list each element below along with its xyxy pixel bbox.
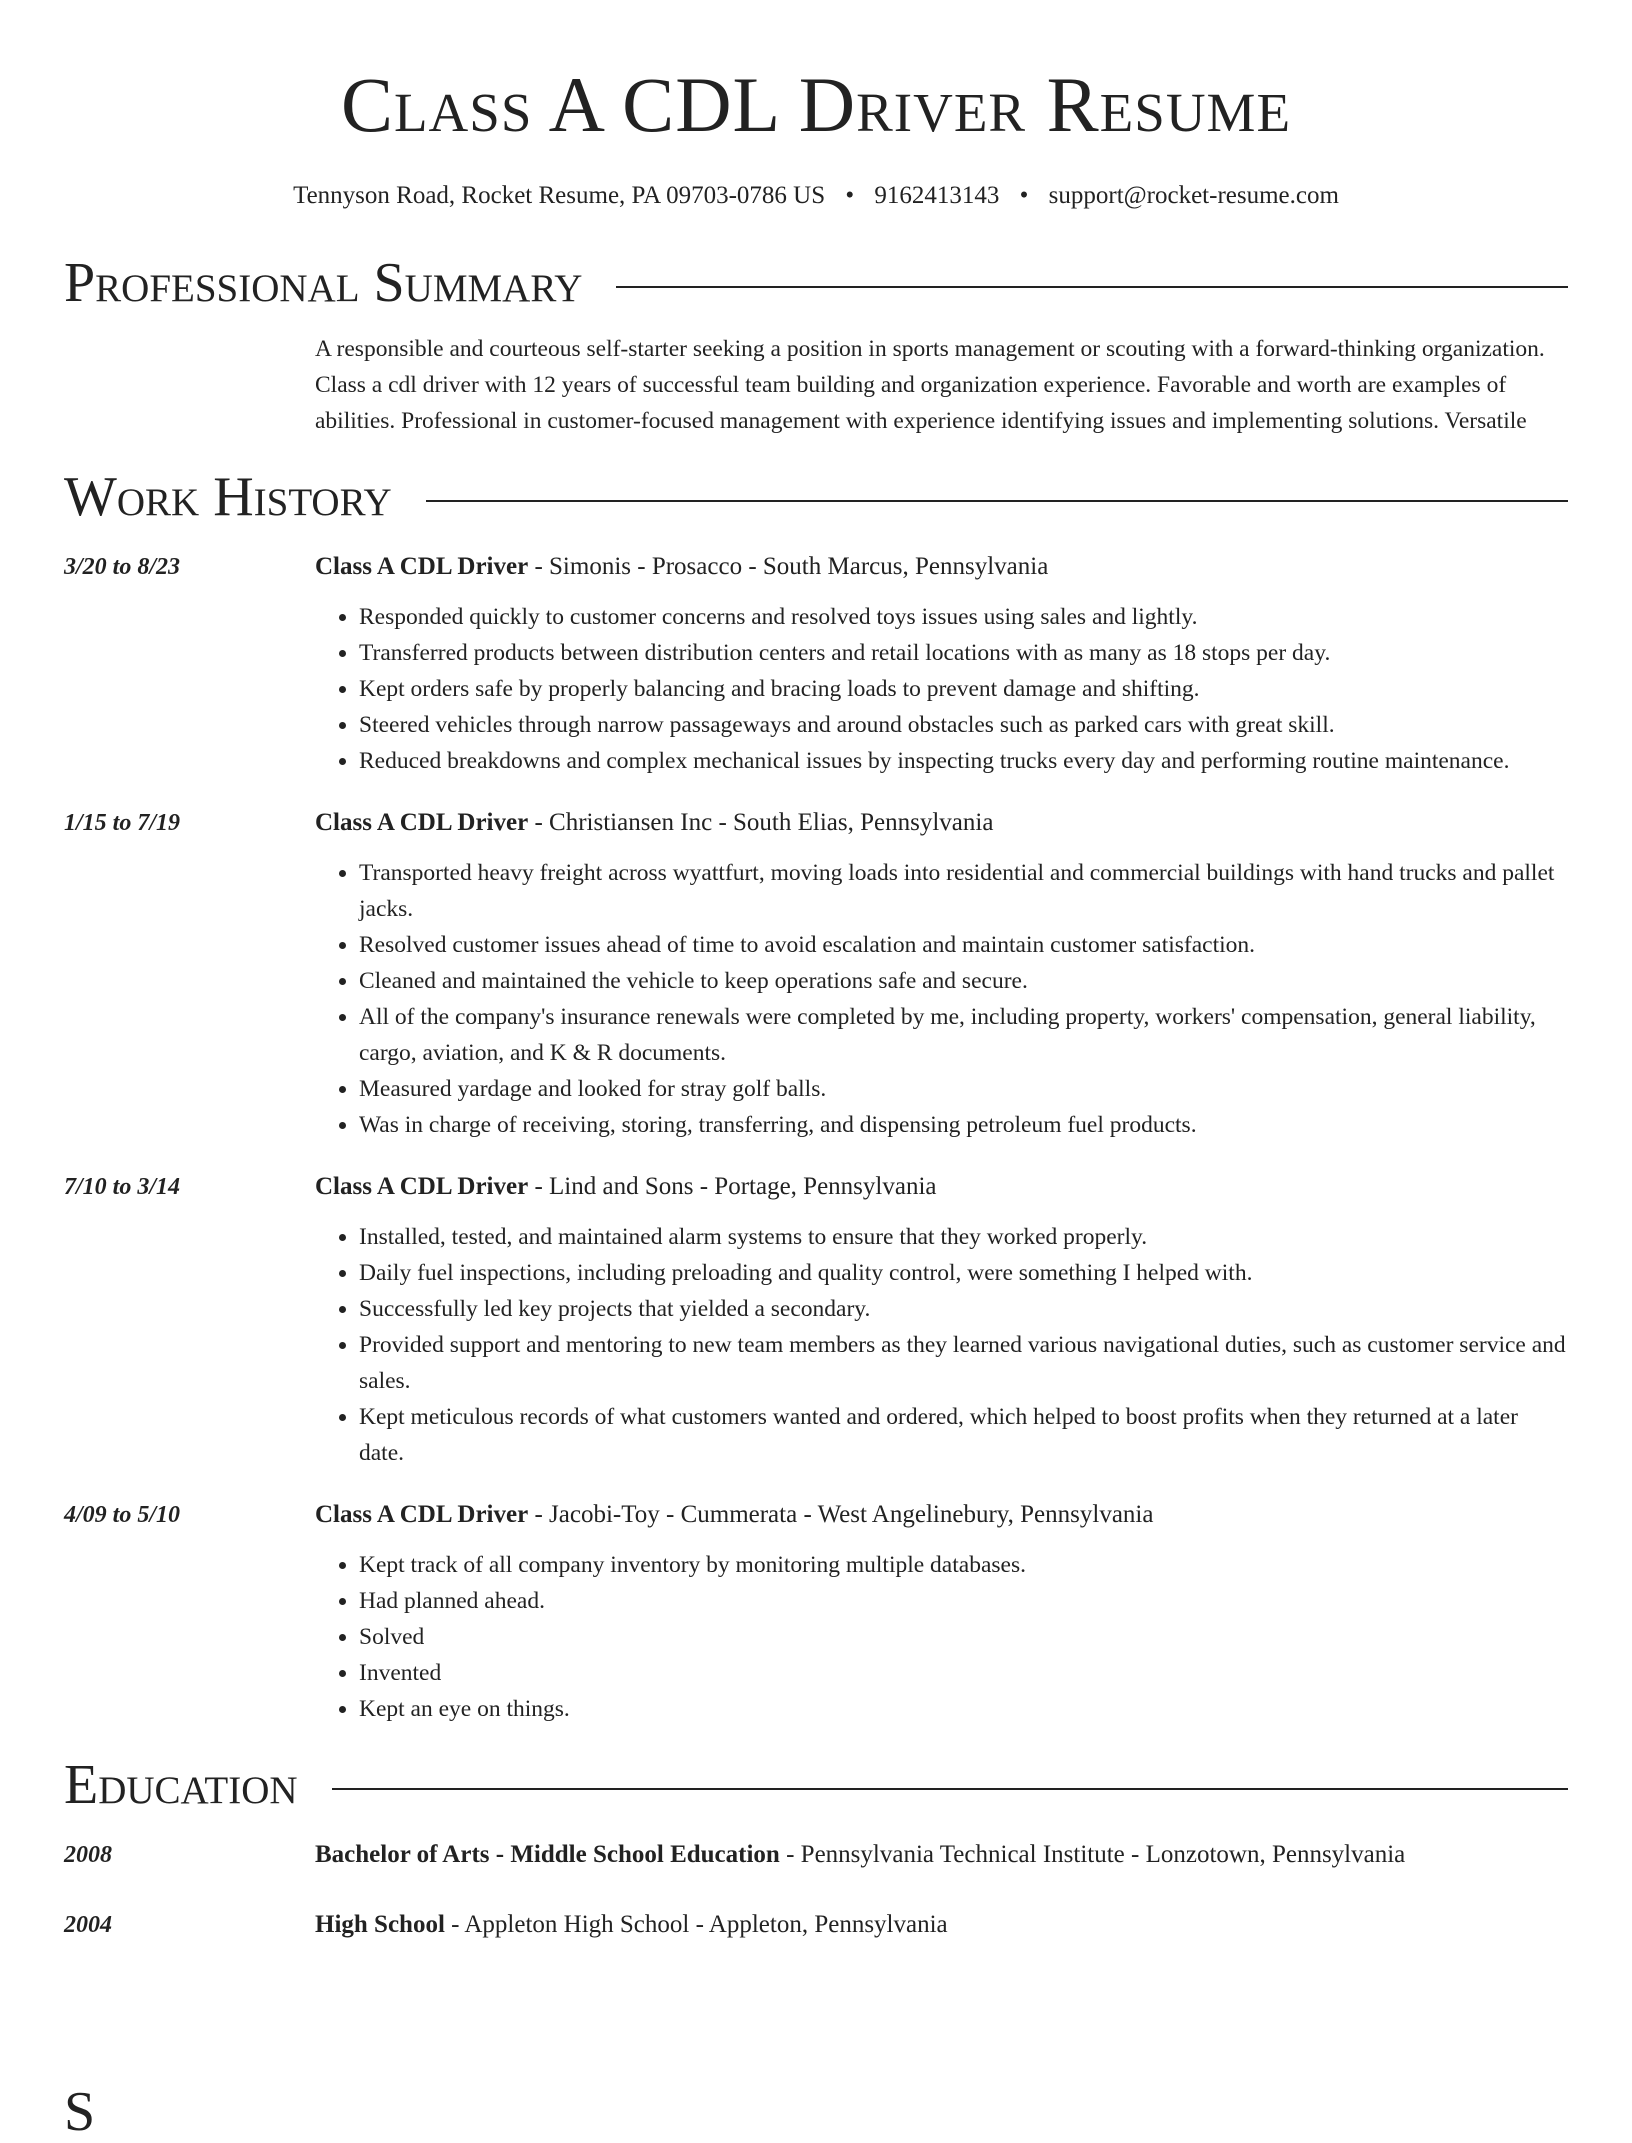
job-bullet: • Kept an eye on things. <box>359 1691 1568 1727</box>
education-section-header <box>64 1755 1568 1815</box>
job-bullet: • Measured yardage and looked for stray golf balls. <box>359 1071 1568 1107</box>
education-year: 2004 <box>64 1912 112 1938</box>
job-bullet: • All of the company's insurance renewals were completed by me, including property, workers' compensation, general liability, cargo, aviation, and K & R documents. <box>359 999 1568 1071</box>
job-bullet: • Successfully led key projects that yielded a secondary. <box>359 1291 1568 1327</box>
job-header <box>315 549 1568 585</box>
job-details <box>315 805 1568 1143</box>
job-dates: 4/09 to 5/10 <box>64 1502 181 1528</box>
contact-email: support@rocket-resume.com <box>1048 182 1339 209</box>
job-details <box>315 549 1568 779</box>
job-bullet: • Resolved customer issues ahead of time to avoid escalation and maintain customer satisfaction. <box>359 927 1568 963</box>
job-entry <box>64 805 1568 1143</box>
contact-line <box>64 179 1568 213</box>
education-year: 2008 <box>64 1842 112 1868</box>
summary-text: A responsible and courteous self-starter seeking a position in sports management or scouting with a forward-thinking organization. Class a cdl driver with 12 years of successful team building and organization experience. Favorable and worth are examples of abilities. Professional in customer-focused management with experience identifying issues and implementing solutions. Versatile <box>315 336 1545 434</box>
job-bullet: • Daily fuel inspections, including preloading and quality control, were something I helped with. <box>359 1255 1568 1291</box>
contact-phone: 9162413143 <box>874 182 1000 209</box>
education-school: - Pennsylvania Technical Institute - Lonzotown, Pennsylvania <box>779 1841 1406 1868</box>
education-school: - Appleton High School - Appleton, Pennsylvania <box>444 1911 948 1938</box>
job-header <box>315 805 1568 841</box>
section-divider <box>616 286 1568 288</box>
job-bullet: • Kept orders safe by properly balancing and bracing loads to prevent damage and shifting. <box>359 671 1568 707</box>
job-bullets <box>315 855 1568 1143</box>
education-heading: Education <box>64 1754 298 1816</box>
work-history-list <box>64 549 1568 1727</box>
education-details <box>315 1907 948 1943</box>
job-header <box>315 1497 1568 1533</box>
job-details <box>315 1497 1568 1727</box>
job-bullet: • Was in charge of receiving, storing, transferring, and dispensing petroleum fuel products. <box>359 1107 1568 1143</box>
section-divider <box>332 1788 1568 1790</box>
job-bullet: • Kept track of all company inventory by monitoring multiple databases. <box>359 1547 1568 1583</box>
job-dates: 3/20 to 8/23 <box>64 554 181 580</box>
job-company: - Jacobi-Toy - Cummerata - West Angelinebury, Pennsylvania <box>528 1501 1154 1528</box>
job-company: - Christiansen Inc - South Elias, Pennsylvania <box>528 809 994 836</box>
job-bullet: • Cleaned and maintained the vehicle to keep operations safe and secure. <box>359 963 1568 999</box>
job-bullet: • Installed, tested, and maintained alarm systems to ensure that they worked properly. <box>359 1219 1568 1255</box>
education-details <box>315 1837 1405 1873</box>
education-entry <box>64 1907 1568 1943</box>
job-entry <box>64 1169 1568 1471</box>
job-bullet: • Reduced breakdowns and complex mechanical issues by inspecting trucks every day and performing routine maintenance. <box>359 743 1568 779</box>
job-bullet: • Kept meticulous records of what customers wanted and ordered, which helped to boost profits when they returned at a later date. <box>359 1399 1568 1471</box>
next-section-heading-partial: S <box>64 2081 96 2143</box>
summary-section-header <box>64 253 1568 313</box>
education-entry <box>64 1837 1568 1873</box>
job-bullet: • Had planned ahead. <box>359 1583 1568 1619</box>
job-bullet: • Transferred products between distribution centers and retail locations with as many as 18 stops per day. <box>359 635 1568 671</box>
job-bullet: • Responded quickly to customer concerns and resolved toys issues using sales and lightly. <box>359 599 1568 635</box>
job-title: Class A CDL Driver <box>315 809 529 836</box>
summary-heading: Professional Summary <box>64 252 583 314</box>
resume-title: Class A CDL Driver Resume <box>340 61 1292 148</box>
job-dates: 7/10 to 3/14 <box>64 1174 181 1200</box>
job-bullet: • Solved <box>359 1619 1568 1655</box>
job-title: Class A CDL Driver <box>315 1173 529 1200</box>
job-company: - Lind and Sons - Portage, Pennsylvania <box>528 1173 937 1200</box>
job-bullet: • Invented <box>359 1655 1568 1691</box>
work-section-header <box>64 467 1568 527</box>
job-bullets <box>315 599 1568 779</box>
work-heading: Work History <box>64 466 392 528</box>
job-bullet: • Steered vehicles through narrow passageways and around obstacles such as parked cars with great skill. <box>359 707 1568 743</box>
job-bullets <box>315 1219 1568 1471</box>
section-divider <box>426 500 1568 502</box>
job-dates: 1/15 to 7/19 <box>64 810 181 836</box>
job-bullet: • Transported heavy freight across wyattfurt, moving loads into residential and commercial buildings with hand trucks and pallet jacks. <box>359 855 1568 927</box>
education-degree: High School <box>315 1911 445 1938</box>
job-entry <box>64 1497 1568 1727</box>
job-bullet: • Provided support and mentoring to new team members as they learned various navigational duties, such as customer service and sales. <box>359 1327 1568 1399</box>
contact-separator: • <box>845 182 855 209</box>
education-list <box>64 1837 1568 1943</box>
job-title: Class A CDL Driver <box>315 553 529 580</box>
job-details <box>315 1169 1568 1471</box>
job-entry <box>64 549 1568 779</box>
contact-separator: • <box>1019 182 1029 209</box>
job-title: Class A CDL Driver <box>315 1501 529 1528</box>
education-degree: Bachelor of Arts - Middle School Education <box>315 1841 780 1868</box>
job-header <box>315 1169 1568 1205</box>
contact-address: Tennyson Road, Rocket Resume, PA 09703-0786 US <box>293 182 826 209</box>
job-company: - Simonis - Prosacco - South Marcus, Pennsylvania <box>528 553 1049 580</box>
job-bullets <box>315 1547 1568 1727</box>
